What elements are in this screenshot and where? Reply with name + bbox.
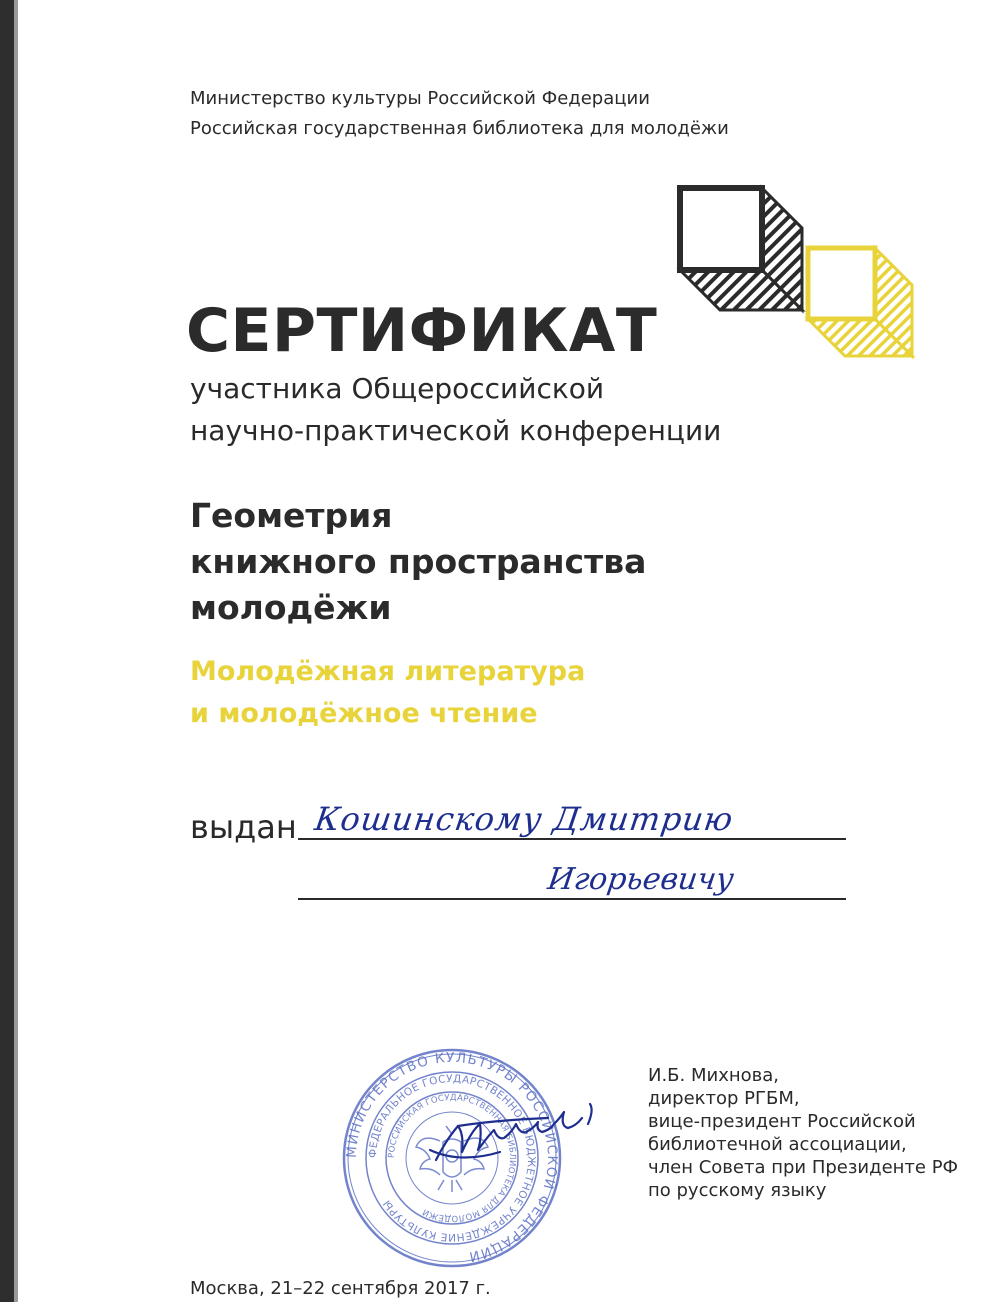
recipient-name-handwritten-line2: Игорьевичу: [545, 862, 736, 897]
signatory-name: И.Б. Михнова,: [648, 1065, 780, 1086]
header-ministry: Министерство культуры Российской Федерации: [190, 88, 650, 109]
recipient-underline-1: [298, 838, 846, 840]
header-library: Российская государственная библиотека для молодёжи: [190, 118, 729, 139]
conference-title-line3: молодёжи: [190, 588, 392, 627]
place-and-date: Москва, 21–22 сентября 2017 г.: [190, 1278, 491, 1299]
director-signature: [428, 1100, 628, 1180]
stamp-middle-text: ФЕДЕРАЛЬНОЕ ГОСУДАРСТВЕННОЕ БЮДЖЕТНОЕ УЧРЕЖДЕНИЕ КУЛЬТУРЫ: [366, 1072, 538, 1244]
signatory-role-line3: член Совета при Президенте РФ: [648, 1157, 959, 1178]
certificate-subtitle-line1: участника Общероссийской: [190, 372, 605, 405]
signatory-block: [648, 1064, 958, 1202]
conference-title-line2: книжного пространства: [190, 542, 647, 581]
stamp-outer-text: МИНИСТЕРСТВО КУЛЬТУРЫ РОССИЙСКОЙ ФЕДЕРАЦИИ: [343, 1049, 561, 1265]
section-title-line1: Молодёжная литература: [190, 656, 586, 687]
section-title-line2: и молодёжное чтение: [190, 698, 538, 729]
scan-edge-shadow: [14, 0, 18, 1302]
signatory-role-line4: по русскому языку: [648, 1180, 827, 1201]
dark-cube: [680, 188, 802, 310]
conference-title-line1: Геометрия: [190, 496, 393, 535]
yellow-cube: [808, 248, 912, 356]
cubes-logo: [670, 180, 930, 360]
signatory-role-line1: вице-президент Российской: [648, 1111, 916, 1132]
signatory-position: директор РГБМ,: [648, 1088, 800, 1109]
recipient-underline-2: [298, 898, 846, 900]
certificate-title: СЕРТИФИКАТ: [186, 296, 658, 366]
certificate-subtitle-line2: научно-практической конференции: [190, 414, 722, 447]
stamp-inner-text: РОССИЙСКАЯ ГОСУДАРСТВЕННАЯ БИБЛИОТЕКА ДЛЯ МОЛОДЁЖИ: [386, 1092, 518, 1224]
issued-label: выдан: [190, 808, 297, 846]
scan-edge: [0, 0, 14, 1302]
recipient-name-handwritten-line1: Кошинскому Дмитрию: [312, 800, 737, 838]
signatory-role-line2: библиотечной ассоциации,: [648, 1134, 907, 1155]
